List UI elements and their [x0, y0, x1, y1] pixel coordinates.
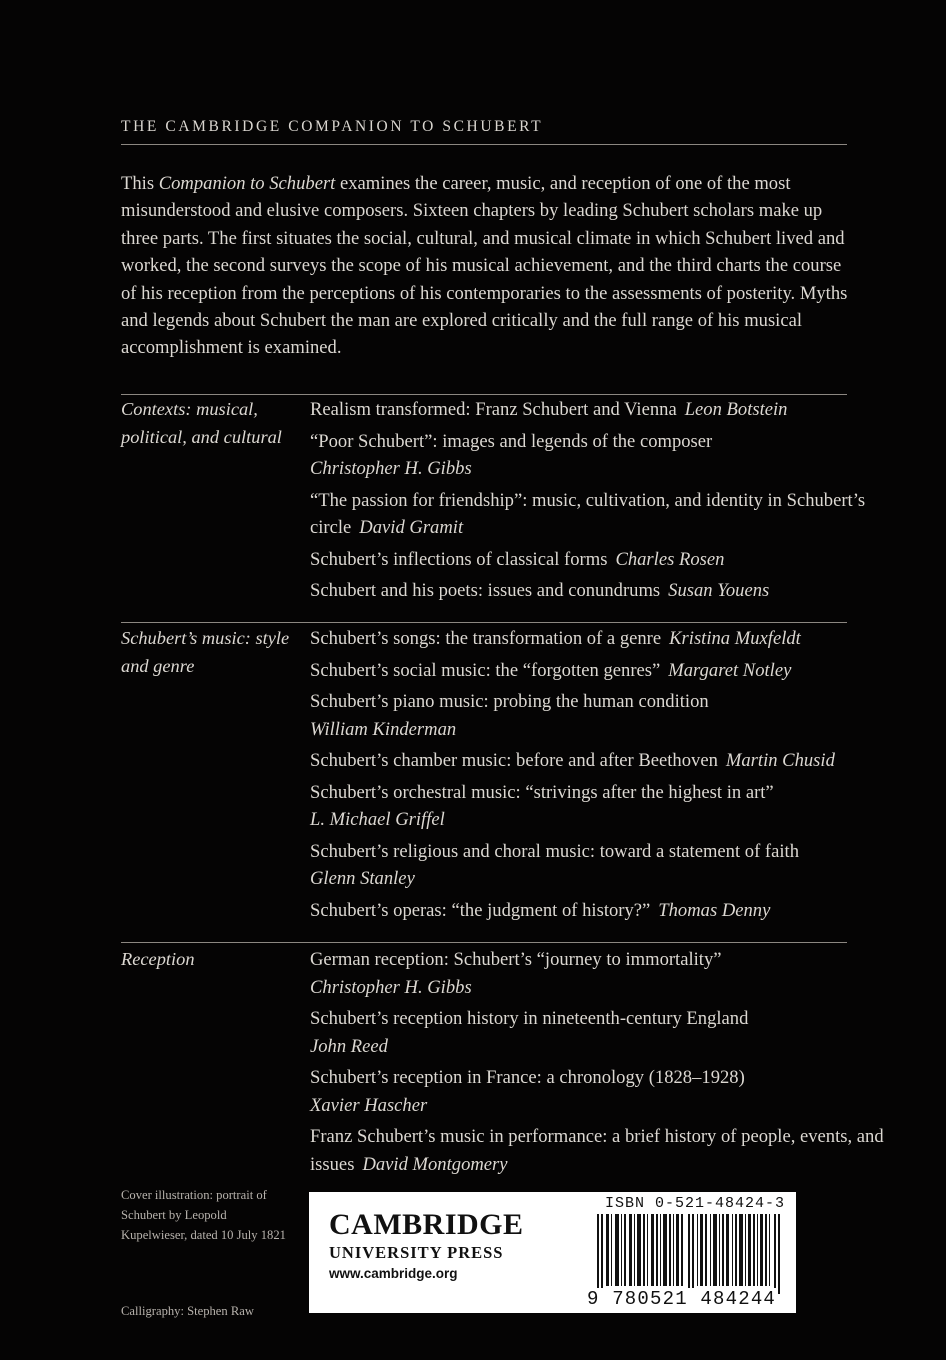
chapter-author: Christopher H. Gibbs: [310, 458, 472, 479]
chapter-author: Martin Chusid: [725, 750, 835, 771]
blurb: [121, 170, 861, 362]
chapter-list: [310, 946, 885, 1182]
chapter-title: Schubert’s operas: “the judgment of history?”: [310, 899, 651, 921]
section-rule-3: [121, 942, 847, 943]
chapter-entry: [310, 577, 885, 605]
chapter-entry: [310, 838, 885, 893]
chapter-author: Thomas Denny: [658, 899, 771, 921]
top-rule: [121, 144, 847, 145]
chapter-author: L. Michael Griffel: [310, 809, 445, 830]
chapter-entry: [310, 657, 885, 685]
chapter-entry: [310, 946, 885, 1001]
blurb-italic-title: Companion to Schubert: [158, 173, 336, 194]
chapter-author: David Gramit: [359, 517, 464, 538]
chapter-author: Kristina Muxfeldt: [669, 628, 801, 649]
chapter-entry: [310, 396, 885, 424]
isbn: ISBN 0-521-48424-3: [605, 1195, 786, 1212]
chapter-entry: [310, 897, 885, 925]
publisher-url: www.cambridge.org: [329, 1266, 458, 1281]
chapter-entry: [310, 625, 885, 653]
chapter-entry: [310, 1005, 885, 1060]
barcode-digits: 9 780521 484244: [587, 1288, 777, 1310]
chapter-author: Glenn Stanley: [310, 868, 415, 889]
chapter-entry: [310, 1123, 885, 1178]
barcode-icon: [597, 1214, 787, 1294]
chapter-author: Margaret Notley: [668, 659, 792, 681]
publisher-press: UNIVERSITY PRESS: [329, 1243, 504, 1262]
chapter-list: [310, 625, 885, 928]
chapter-title: Realism transformed: Franz Schubert and Vienna: [310, 399, 677, 420]
series-title: THE CAMBRIDGE COMPANION TO SCHUBERT: [121, 118, 544, 135]
chapter-title: Schubert’s reception in France: a chronology (1828–1928): [310, 1067, 745, 1088]
section-rule-1: [121, 394, 847, 395]
chapter-author: David Montgomery: [362, 1153, 508, 1175]
chapter-author: John Reed: [310, 1035, 388, 1057]
chapter-title: Schubert’s chamber music: before and after Beethoven: [310, 750, 718, 771]
section-rule-2: [121, 622, 847, 623]
chapter-title: Schubert and his poets: issues and conundrums: [310, 580, 661, 601]
publisher-box: [309, 1192, 796, 1313]
chapter-title: Schubert’s religious and choral music: toward a statement of faith: [310, 840, 799, 862]
cover-credit: Cover illustration: portrait of Schubert by Leopold Kupelwieser, dated 10 July 1821: [121, 1188, 286, 1242]
chapter-entry: [310, 428, 885, 483]
section-title: Reception: [121, 949, 195, 969]
chapter-entry: [310, 1064, 885, 1119]
chapter-author: William Kinderman: [310, 718, 457, 740]
chapter-author: Susan Youens: [668, 580, 770, 601]
chapter-entry: [310, 546, 885, 574]
chapter-author: Christopher H. Gibbs: [310, 976, 472, 998]
chapter-title: German reception: Schubert’s “journey to immortality”: [310, 949, 722, 970]
section-title: Contexts: musical, political, and cultural: [121, 399, 282, 447]
chapter-author: Charles Rosen: [615, 548, 725, 570]
chapter-title: Schubert’s reception history in nineteenth-century England: [310, 1008, 749, 1029]
chapter-title: Schubert’s inflections of classical forms: [310, 548, 608, 570]
chapter-entry: [310, 688, 885, 743]
blurb-body: examines the career, music, and reception of one of the most misunderstood and elusive composers. Sixteen chapters by leading Schubert scholars make up three parts. The first situates the social, cultural, and musical climate in which Schubert lived and worked, the second surveys the scope of his musical achievement, and the third charts the course of his reception from the perceptions of his contemporaries to the assessments of posterity. Myths and legends about Schubert the man are explored critically and the full range of his musical accomplishment is examined.: [121, 173, 848, 359]
chapter-title: Schubert’s social music: the “forgotten genres”: [310, 659, 661, 681]
chapter-title: Schubert’s piano music: probing the human condition: [310, 691, 709, 712]
calligraphy-credit: Calligraphy: Stephen Raw: [121, 1304, 254, 1318]
publisher-name: CAMBRIDGE: [329, 1208, 524, 1241]
chapter-entry: [310, 747, 885, 775]
blurb-lead: This: [121, 173, 159, 194]
section-title: Schubert’s music: style and genre: [121, 628, 290, 676]
chapter-title: Schubert’s orchestral music: “strivings after the highest in art”: [310, 781, 774, 803]
chapter-title: Franz Schubert’s music in performance: a brief history of people, events, and issues: [310, 1126, 884, 1175]
chapter-entry: [310, 487, 885, 542]
chapter-title: “Poor Schubert”: images and legends of the composer: [310, 430, 713, 452]
chapter-list: [310, 396, 885, 609]
chapter-entry: [310, 779, 885, 834]
chapter-author: Leon Botstein: [684, 399, 788, 420]
chapter-author: Xavier Hascher: [310, 1094, 428, 1116]
chapter-title: “The passion for friendship”: music, cultivation, and identity in Schubert’s circle: [310, 489, 866, 538]
chapter-title: Schubert’s songs: the transformation of a genre: [310, 628, 662, 649]
